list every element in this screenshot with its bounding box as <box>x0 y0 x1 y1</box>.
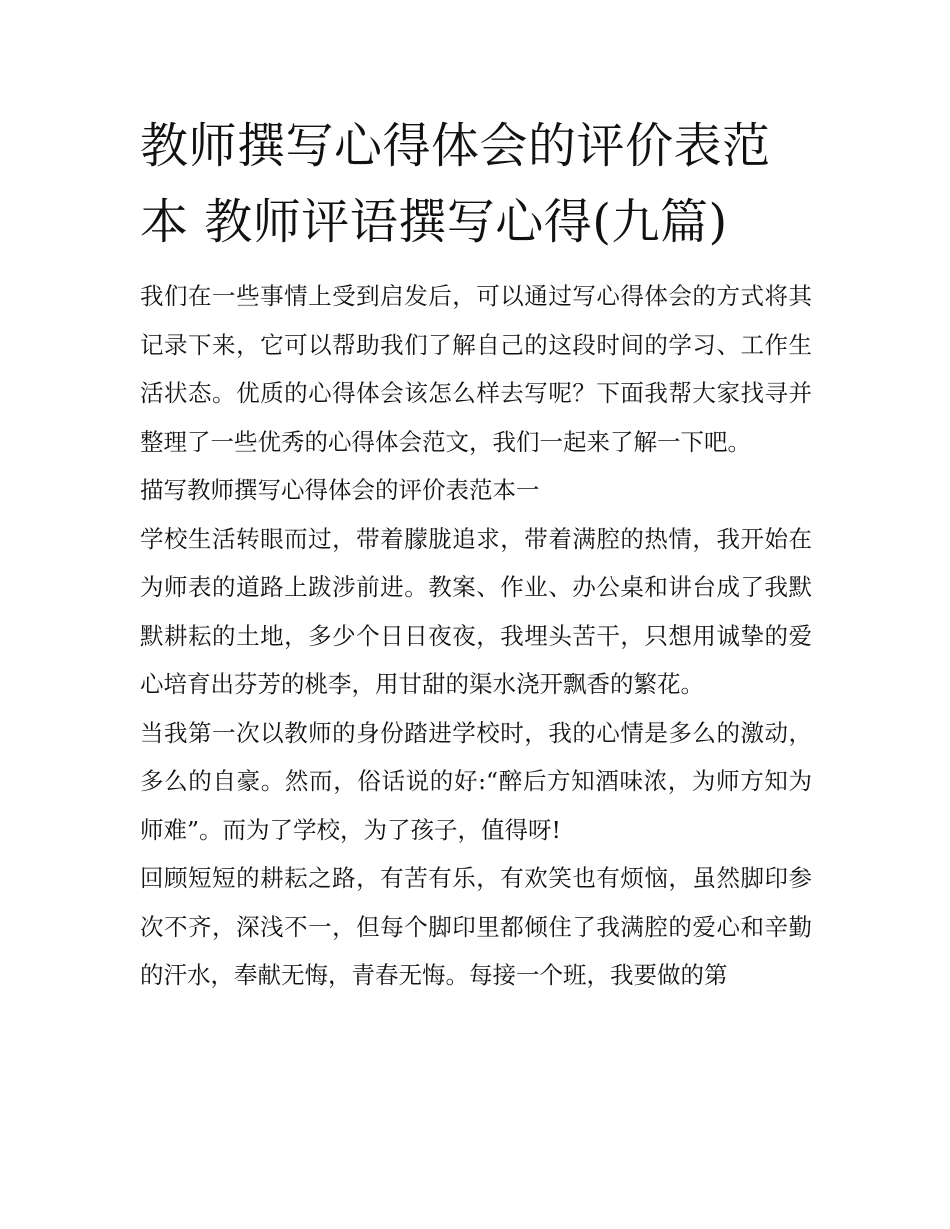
document-title: 教师撰写心得体会的评价表范本 教师评语撰写心得(九篇) <box>140 118 771 250</box>
intro-paragraph: 我们在一些事情上受到启发后，可以通过写心得体会的方式将其记录下来，它可以帮助我们了解自己的这段时间的学习、工作生活状态。优质的心得体会该怎么样去写呢？下面我帮大家找寻并整理了一些优秀的心得体会范文，我们一起来了解一下吧。 <box>140 282 812 456</box>
section-heading: 描写教师撰写心得体会的评价表范本一 <box>140 476 540 504</box>
body-paragraph: 学校生活转眼而过，带着朦胧追求，带着满腔的热情，我开始在为师表的道路上跋涉前进。教案、作业、办公桌和讲台成了我默默耕耘的土地，多少个日日夜夜，我埋头苦干，只想用诚挚的爱心培育出芬芳的桃李，用甘甜的渠水浇开飘香的繁花。 <box>140 524 812 698</box>
body-paragraph: 当我第一次以教师的身份踏进学校时，我的心情是多么的激动，多么的自豪。然而，俗话说的好:“醉后方知酒味浓，为师方知为师难”。而为了学校，为了孩子，值得呀! <box>140 718 812 844</box>
body-paragraph: 回顾短短的耕耘之路，有苦有乐，有欢笑也有烦恼，虽然脚印参次不齐，深浅不一，但每个脚印里都倾住了我满腔的爱心和辛勤的汗水，奉献无悔，青春无悔。每接一个班，我要做的第 <box>140 864 812 989</box>
document-page <box>140 108 812 1000</box>
